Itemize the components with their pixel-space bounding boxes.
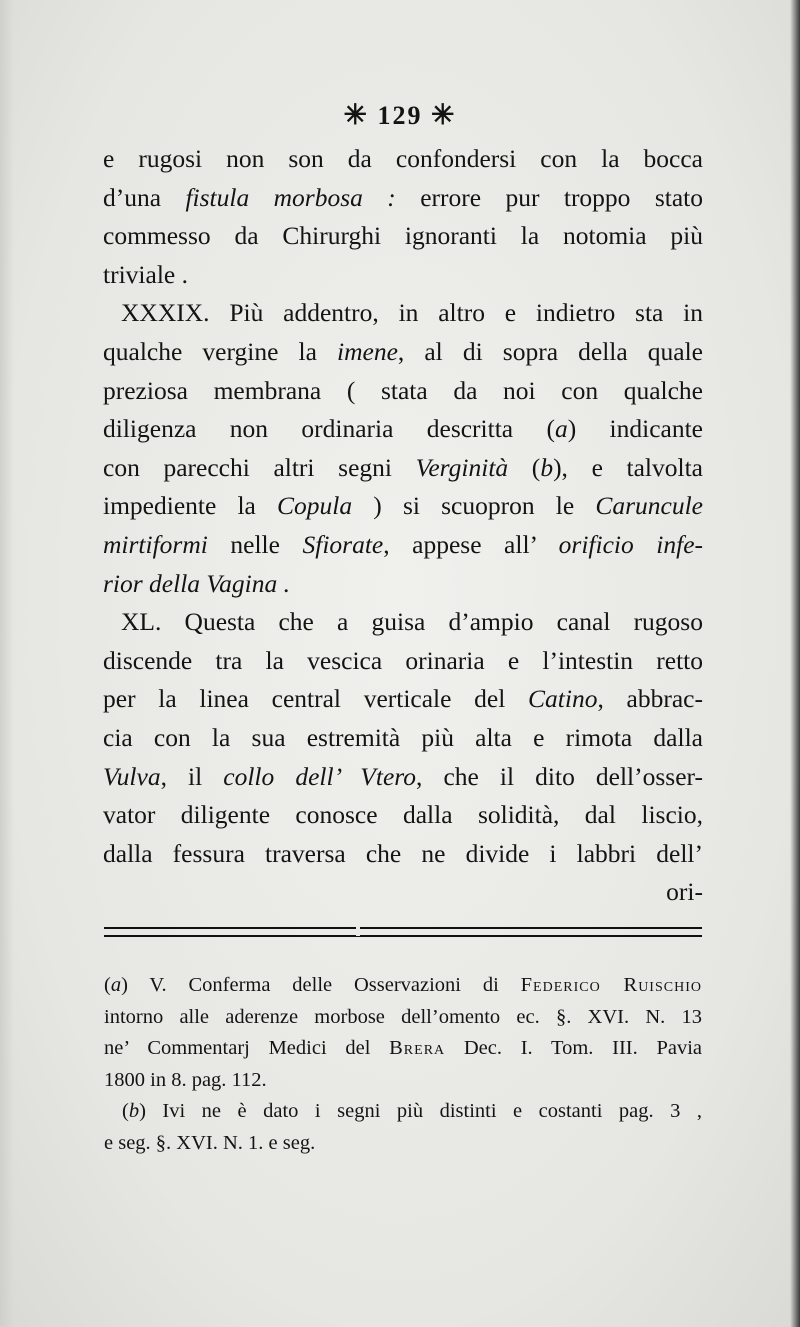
italic-text: b [128,1100,140,1122]
text-run: qualche vergine la [103,336,337,366]
italic-text: imene [337,336,398,366]
text-line [103,256,703,295]
text-line [103,873,703,912]
italic-text: b [540,452,554,482]
text-run: diligenza non ordinaria descritta ( [103,414,555,444]
page-right-edge [790,0,800,1327]
italic-text: fistula morbosa : [185,182,396,212]
main-text [103,140,703,912]
text-run: ) indicante [567,414,703,444]
text-run: XL. Questa che a guisa d’ampio canal rugoso [121,607,703,637]
page-header [0,98,800,132]
italic-text: collo dell’ Vtero [223,761,417,791]
footnote-line [104,1002,702,1034]
text-run: vator diligente conosce dalla solidità, dal liscio, [103,800,703,830]
italic-text: a [554,414,568,444]
text-run: dalla fessura traversa che ne divide i labbri dell’ [103,838,703,868]
page-left-edge [0,0,14,1327]
text-line [103,372,703,411]
text-run: XXXIX. Più addentro, in altro e indietro sta in [121,298,703,328]
text-run: discende tra la vescica orinaria e l’intestin retto [103,645,703,675]
footnote-line [104,1065,702,1097]
text-run: 1800 in 8. pag. 112. [104,1068,267,1091]
text-run: d’una [103,182,186,212]
text-line [103,140,703,179]
text-line [103,179,703,218]
text-run: , abbrac- [597,684,703,714]
text-run: ori- [666,877,703,907]
text-run: ( [122,1100,129,1122]
text-run: ) V. Conferma delle Osservazioni di [121,974,521,996]
italic-text: Vulva [103,761,161,791]
text-run: ( [508,452,541,482]
text-run: , il [160,761,224,791]
italic-text: Verginità [415,452,509,482]
text-line [103,294,703,333]
text-line [103,680,703,719]
footnote-line [104,970,702,1002]
text-line [103,719,703,758]
text-run: Dec. I. Tom. III. Pavia [445,1037,702,1059]
italic-text: rior della Vagina . [103,568,291,598]
text-run: per la linea central verticale del [103,684,529,714]
text-run: intorno alle aderenze morbose dell’omento ec. §. XVI. N. 13 [104,1005,702,1028]
text-run: nelle [207,529,303,559]
italic-text: a [110,974,122,996]
footnote-line [104,1096,702,1128]
footnotes [104,970,702,1159]
text-line [103,487,703,526]
text-run: , appese all’ [383,529,559,559]
italic-text: Caruncule [595,491,703,521]
text-line [103,642,703,681]
text-run: cia con la sua estremità più alta e rimota dalla [103,722,703,752]
footnote-line [104,1128,702,1160]
text-run: Federico Ruischio [520,974,702,996]
italic-text: Copula [277,491,353,521]
text-line [103,758,703,797]
text-run: e rugosi non son da confondersi con la bocca [103,144,703,173]
text-run: , che il dito dell’osser- [416,761,703,791]
text-run: , al di sopra della quale [397,336,704,366]
text-line [103,603,703,642]
italic-text: Sfiorate [302,529,384,559]
text-run: triviale . [103,259,188,289]
ornament-star-icon: ✳ [343,100,369,131]
text-run: ) Ivi ne è dato i segni più distinti e costanti pag. 3 , [139,1100,702,1122]
footnote-line [104,1033,702,1065]
page-number: 129 [377,101,423,130]
italic-text: mirtiformi [103,529,208,559]
text-line [103,796,703,835]
text-line [103,449,703,488]
text-run: impediente la [103,491,278,521]
text-run: con parecchi altri segni [103,452,416,482]
text-line [103,217,703,256]
text-run: ne’ Commentarj Medici del [104,1037,390,1059]
italic-text: orificio infe- [558,529,704,559]
text-line [103,835,703,874]
text-run: preziosa membrana ( stata da noi con qualche [103,375,703,405]
text-run: Brera [389,1037,446,1059]
text-run: ), e talvolta [553,452,703,482]
text-run: ( [104,974,111,996]
text-run: commesso da Chirurghi ignoranti la notomia più [103,221,703,251]
italic-text: Catino [528,684,598,714]
text-line [103,333,703,372]
text-line [103,526,703,565]
text-run: e seg. §. XVI. N. 1. e seg. [104,1131,316,1154]
text-line [103,410,703,449]
footnote-divider [104,927,702,937]
text-line [103,565,703,604]
text-run: errore pur troppo stato [395,182,703,212]
ornament-star-icon: ✳ [431,100,457,131]
text-run: ) si scuopron le [352,491,596,521]
